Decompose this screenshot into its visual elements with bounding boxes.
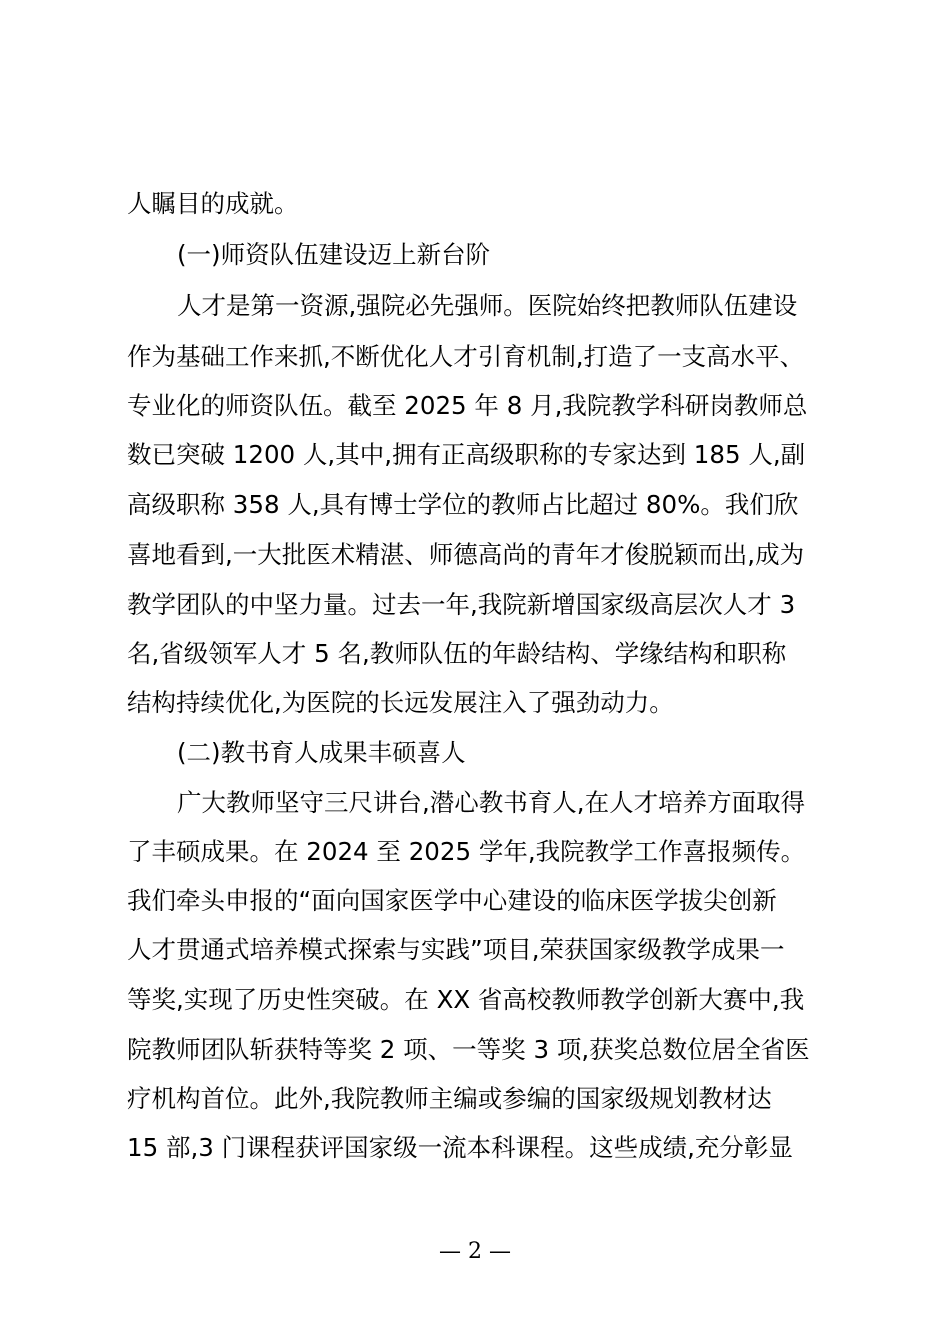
paragraph-line: 我们牵头申报的“面向国家医学中心建设的临床医学拔尖创新	[127, 886, 777, 915]
paragraph-line: 了丰硕成果。在 2024 至 2025 学年,我院教学工作喜报频传。	[127, 837, 806, 866]
paragraph-line: 数已突破 1200 人,其中,拥有正高级职称的专家达到 185 人,副	[127, 440, 806, 469]
page-number: — 2 —	[439, 1239, 511, 1264]
paragraph-line: 喜地看到,一大批医术精湛、师德高尚的青年才俊脱颖而出,成为	[127, 540, 805, 569]
paragraph-line: 15 部,3 门课程获评国家级一流本科课程。这些成绩,充分彰显	[127, 1133, 793, 1162]
paragraph-line: 人才是第一资源,强院必先强师。医院始终把教师队伍建设	[177, 291, 798, 320]
paragraph-continuation-line: 人瞩目的成就。	[127, 189, 299, 218]
paragraph-line: 作为基础工作来抓,不断优化人才引育机制,打造了一支高水平、	[127, 342, 805, 371]
paragraph-line: 院教师团队斩获特等奖 2 项、一等奖 3 项,获奖总数位居全省医	[127, 1035, 810, 1064]
paragraph-line: 等奖,实现了历史性突破。在 XX 省高校教师教学创新大赛中,我	[127, 985, 805, 1014]
paragraph-line: 高级职称 358 人,具有博士学位的教师占比超过 80%。我们欣	[127, 490, 799, 519]
section-heading-faculty: (一)师资队伍建设迈上新台阶	[177, 240, 491, 269]
section-heading-teaching: (二)教书育人成果丰硕喜人	[177, 738, 466, 767]
paragraph-line: 疗机构首位。此外,我院教师主编或参编的国家级规划教材达	[127, 1084, 772, 1113]
paragraph-line: 教学团队的中坚力量。过去一年,我院新增国家级高层次人才 3	[127, 590, 796, 619]
paragraph-line: 广大教师坚守三尺讲台,潜心教书育人,在人才培养方面取得	[177, 788, 806, 817]
paragraph-line: 结构持续优化,为医院的长远发展注入了强劲动力。	[127, 688, 674, 717]
paragraph-line: 名,省级领军人才 5 名,教师队伍的年龄结构、学缘结构和职称	[127, 639, 787, 668]
paragraph-line: 专业化的师资队伍。截至 2025 年 8 月,我院教学科研岗教师总	[127, 391, 808, 420]
paragraph-line: 人才贯通式培养模式探索与实践”项目,荣获国家级教学成果一	[127, 935, 785, 964]
